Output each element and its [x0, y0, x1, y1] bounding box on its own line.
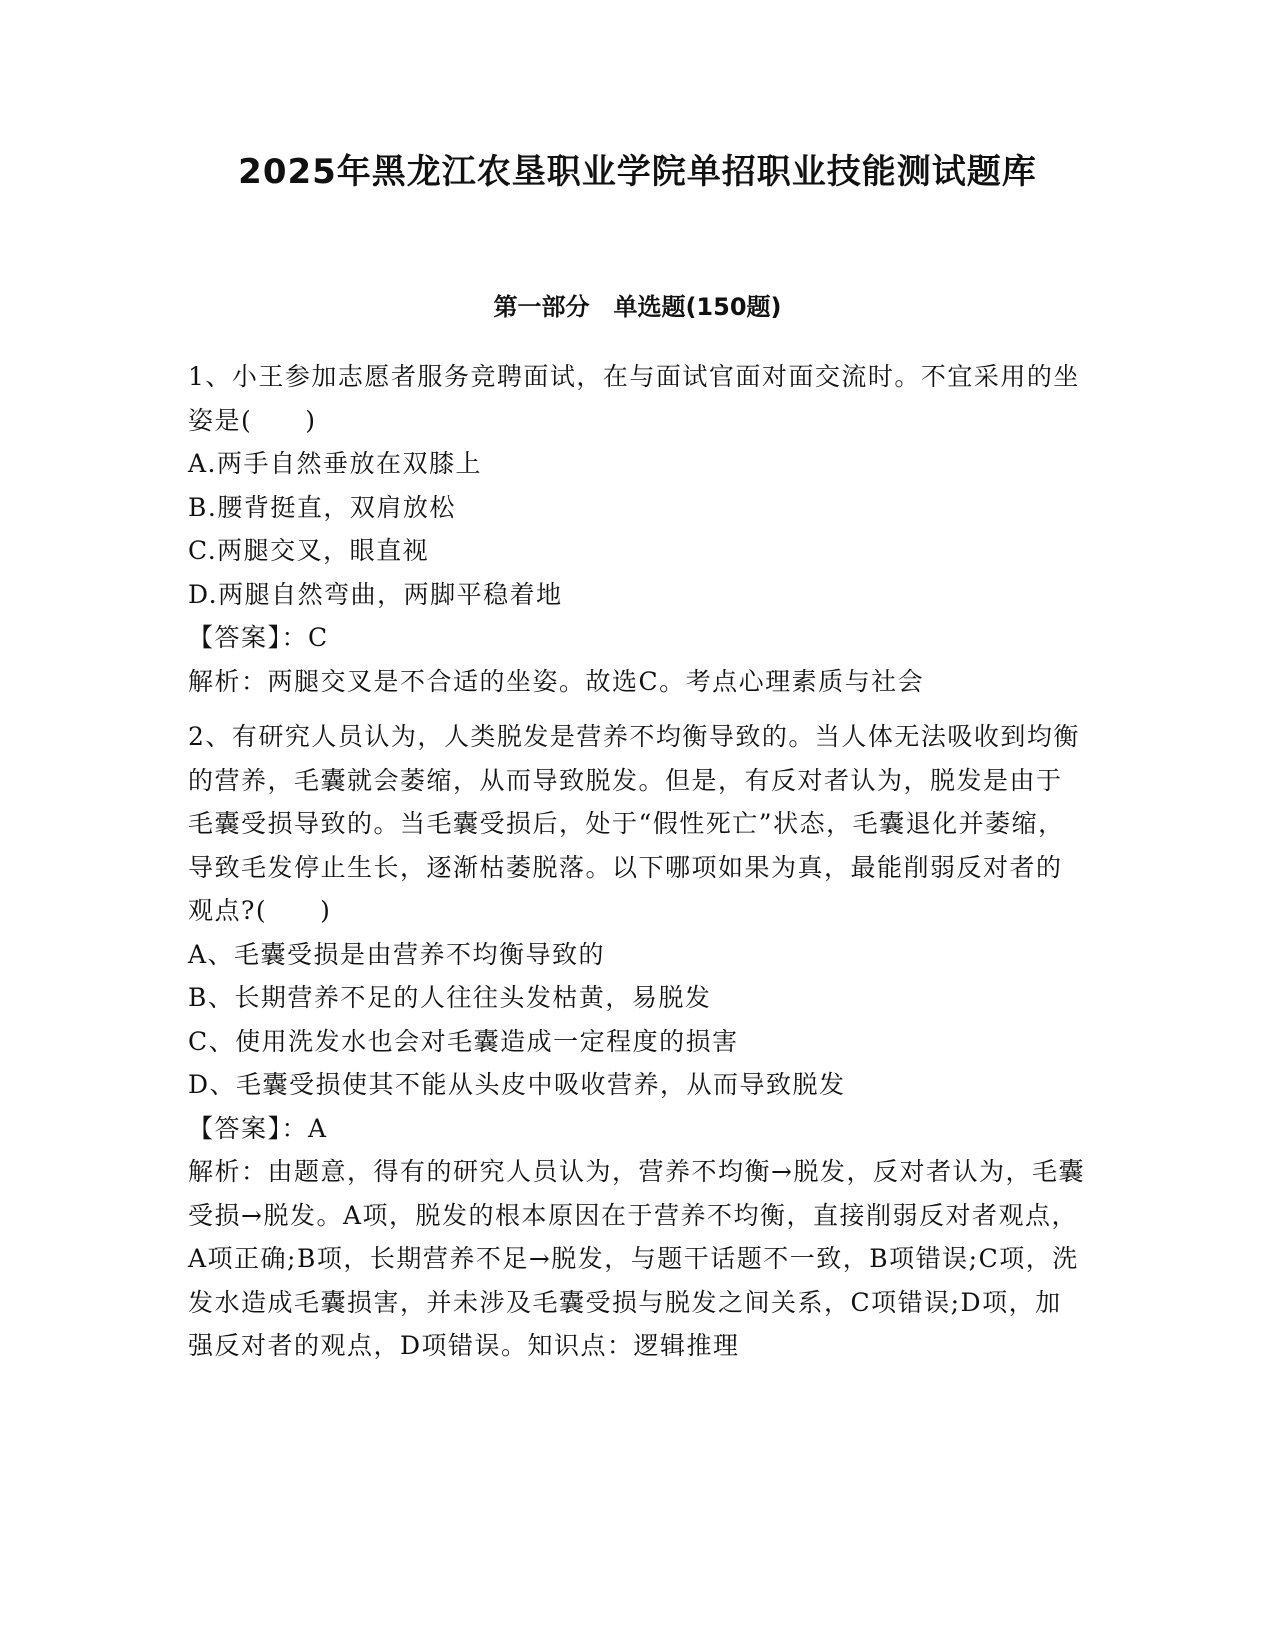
- question-stem: 2、有研究人员认为，人类脱发是营养不均衡导致的。当人体无法吸收到均衡的营养，毛囊就会萎缩，从而导致脱发。但是，有反对者认为，脱发是由于毛囊受损导致的。当毛囊受损后，处于“假性死亡”状态，毛囊退化并萎缩，导致毛发停止生长，逐渐枯萎脱落。以下哪项如果为真，最能削弱反对者的观点?( ): [188, 722, 1080, 925]
- analysis-text: 解析：由题意，得有的研究人员认为，营养不均衡→脱发，反对者认为，毛囊受损→脱发。A项，脱发的根本原因在于营养不均衡，直接削弱反对者观点，A项正确;B项，长期营养不足→脱发，与题干话题不一致，B项错误;C项，洗发水造成毛囊损害，并未涉及毛囊受损与脱发之间关系，C项错误;D项，加强反对者的观点，D项错误。知识点：逻辑推理: [188, 1157, 1085, 1360]
- document-title: 2025年黑龙江农垦职业学院单招职业技能测试题库: [238, 152, 1037, 192]
- question-item-2: [188, 715, 1088, 1368]
- answer-line: 【答案】：A: [188, 1113, 328, 1143]
- option-a: A、毛囊受损是由营养不均衡导致的: [188, 939, 606, 969]
- option-b: B、长期营养不足的人往往头发枯黄，易脱发: [188, 983, 712, 1012]
- option-b: B.腰背挺直，双肩放松: [188, 492, 456, 522]
- answer-line: 【答案】：C: [188, 623, 329, 652]
- question-stem: 1、小王参加志愿者服务竞聘面试，在与面试官面对面交流时。不宜采用的坐姿是( ): [188, 362, 1080, 435]
- question-list: [188, 355, 1088, 1368]
- option-c: C、使用洗发水也会对毛囊造成一定程度的损害: [188, 1026, 739, 1056]
- option-a: A.两手自然垂放在双膝上: [188, 449, 483, 478]
- section-title: 第一部分 单选题(150题): [493, 293, 782, 321]
- option-c: C.两腿交叉，眼直视: [188, 536, 430, 565]
- analysis-text: 解析：两腿交叉是不合适的坐姿。故选C。考点心理素质与社会: [188, 666, 925, 696]
- question-item-1: [188, 355, 1088, 703]
- option-d: D、毛囊受损使其不能从头皮中吸收营养，从而导致脱发: [188, 1070, 846, 1099]
- option-d: D.两腿自然弯曲，两脚平稳着地: [188, 579, 563, 609]
